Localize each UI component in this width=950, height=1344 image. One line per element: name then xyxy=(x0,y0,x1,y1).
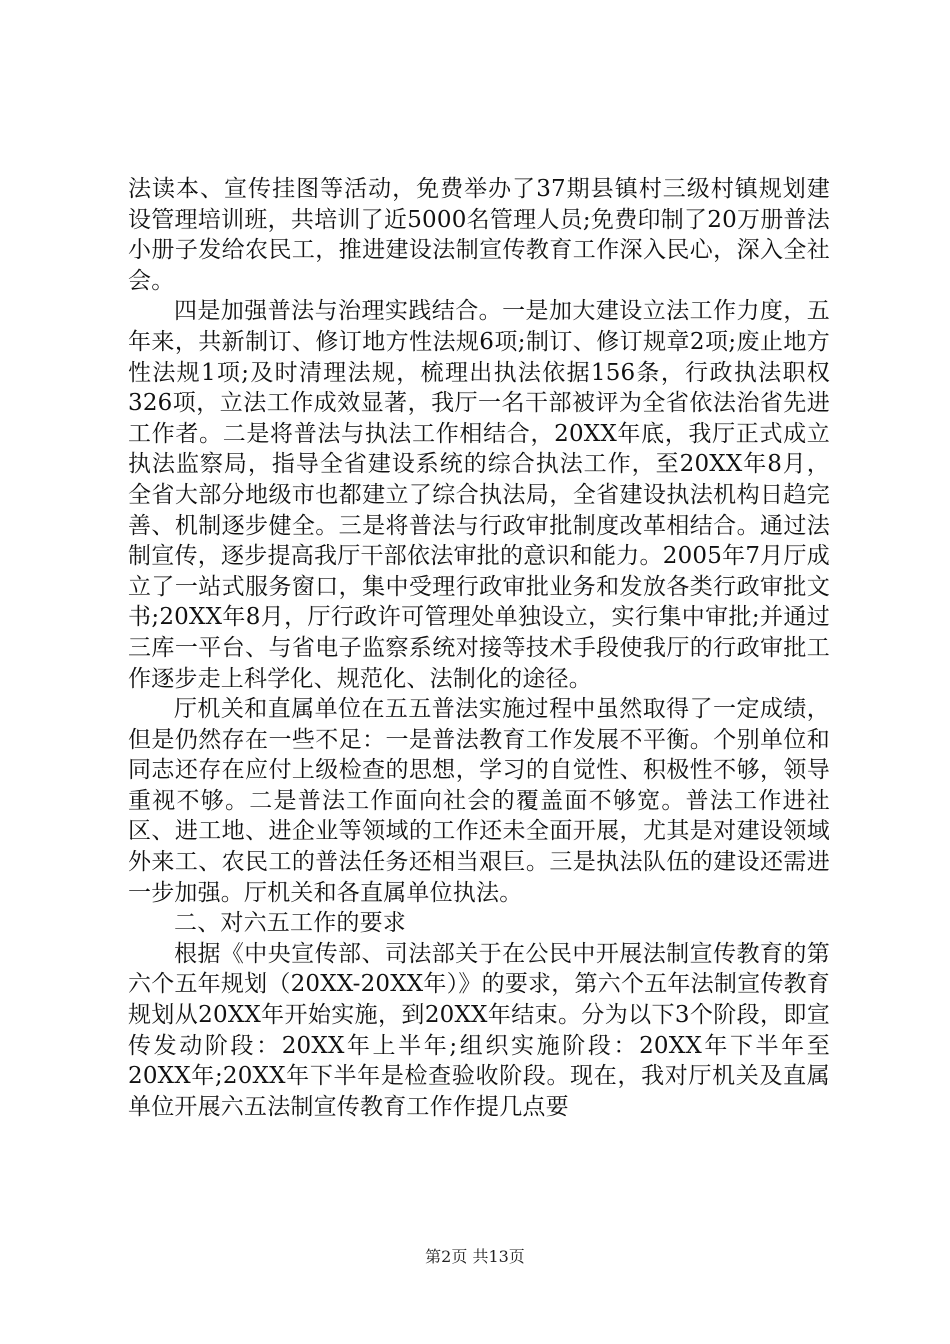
page-footer: 第2页 共13页 xyxy=(425,1247,525,1266)
paragraph-continuation: 法读本、宣传挂图等活动，免费举办了37期县镇村三级村镇规划建设管理培训班，共培训了近5000名管理人员;免费印制了20万册普法小册子发给农民工，推进建设法制宣传教育工作深入民心，深入全社会。 xyxy=(128,176,830,294)
paragraph-shortcomings: 厅机关和直属单位在五五普法实施过程中虽然取得了一定成绩，但是仍然存在一些不足：一是普法教育工作发展不平衡。个别单位和同志还存在应付上级检查的思想，学习的自觉性、积极性不够，领导重视不够。二是普法工作面向社会的覆盖面不够宽。普法工作进社区、进工地、进企业等领域的工作还未全面开展，尤其是对建设领域外来工、农民工的普法任务还相当艰巨。三是执法队伍的建设还需进一步加强。厅机关和各直属单位执法。 xyxy=(128,696,830,906)
document-body xyxy=(128,174,830,1122)
paragraph-four: 四是加强普法与治理实践结合。一是加大建设立法工作力度，五年来，共新制订、修订地方性法规6项;制订、修订规章2项;废止地方性法规1项;及时清理法规，梳理出执法依据156条，行政执法职权326项，立法工作成效显著，我厅一名干部被评为全省依法治省先进工作者。二是将普法与执法工作相结合，20XX年底，我厅正式成立执法监察局，指导全省建设系统的综合执法工作，至20XX年8月，全省大部分地级市也都建立了综合执法局，全省建设执法机构日趋完善、机制逐步健全。三是将普法与行政审批制度改革相结合。通过法制宣传，逐步提高我厅干部依法审批的意识和能力。2005年7月厅成立了一站式服务窗口，集中受理行政审批业务和发放各类行政审批文书;20XX年8月，厅行政许可管理处单独设立，实行集中审批;并通过三库一平台、与省电子监察系统对接等技术手段使我厅的行政审批工作逐步走上科学化、规范化、法制化的途径。 xyxy=(128,298,830,692)
section-heading: 二、对六五工作的要求 xyxy=(174,910,406,937)
paragraph-requirements: 根据《中央宣传部、司法部关于在公民中开展法制宣传教育的第六个五年规划（20XX-20XX年）》的要求，第六个五年法制宣传教育规划从20XX年开始实施，到20XX年结束。分为以下3个阶段，即宣传发动阶段：20XX年上半年;组织实施阶段：20XX年下半年至20XX年;20XX年下半年是检查验收阶段。现在，我对厅机关及直属单位开展六五法制宣传教育工作作提几点要 xyxy=(128,940,830,1120)
